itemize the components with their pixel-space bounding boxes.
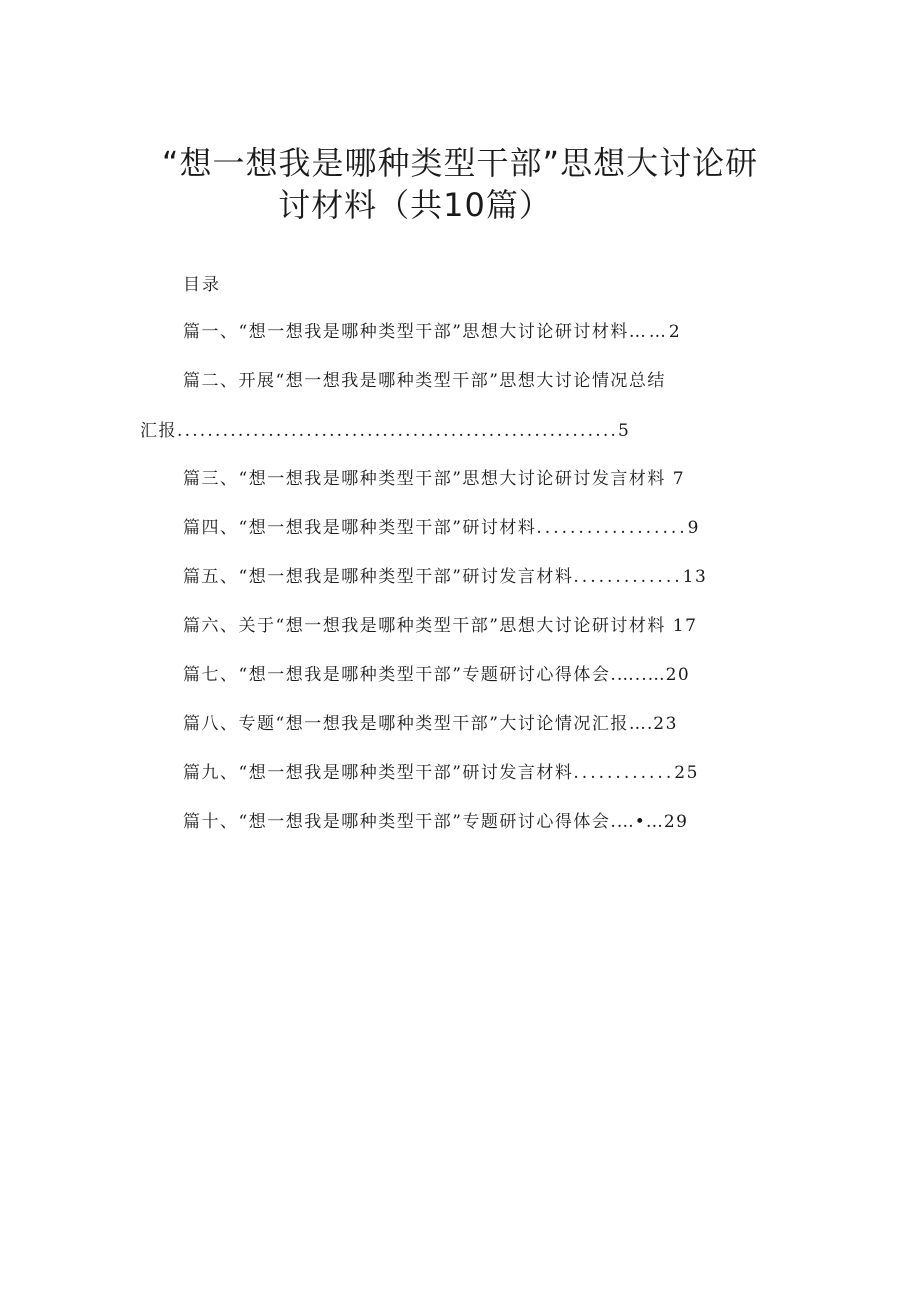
- toc-entry-9[interactable]: [183, 761, 699, 785]
- toc-entry-2[interactable]: [183, 369, 666, 393]
- toc-entry-label: 篇一、“想一想我是哪种类型干部”思想大讨论研讨材料: [183, 322, 629, 342]
- toc-entry-leader: .…..…: [610, 665, 666, 685]
- toc-entry-label: 篇二、开展“想一想我是哪种类型干部”思想大讨论情况总结: [183, 371, 666, 391]
- toc-entry-page: 25: [674, 763, 699, 783]
- toc-entry-page: 2: [668, 322, 682, 342]
- toc-entry-leader: ……: [628, 322, 669, 342]
- toc-entry-6[interactable]: [183, 614, 697, 638]
- toc-entry-page: 9: [687, 518, 700, 538]
- document-title-line-2: 讨材料（共10篇）: [278, 186, 552, 224]
- toc-entry-label: 篇七、“想一想我是哪种类型干部”专题研讨心得体会: [183, 665, 611, 685]
- toc-entry-leader: ..........................................................: [177, 421, 619, 441]
- toc-entry-label: 汇报: [140, 421, 177, 441]
- toc-entry-7[interactable]: [183, 663, 690, 687]
- toc-entry-page: 20: [665, 665, 691, 685]
- toc-entry-page: 23: [653, 714, 678, 734]
- toc-entry-3[interactable]: [183, 467, 685, 491]
- toc-entry-page: 29: [663, 812, 689, 832]
- document-title-line-1: “想一想我是哪种类型干部”思想大讨论研: [161, 144, 759, 182]
- toc-entry-5[interactable]: [183, 565, 707, 589]
- toc-heading: 目录: [183, 275, 221, 295]
- toc-entry-page: 17: [672, 616, 698, 636]
- toc-entry-label: 篇六、关于“想一想我是哪种类型干部”思想大讨论研讨材料: [183, 616, 666, 636]
- toc-entry-8[interactable]: [183, 712, 678, 736]
- toc-entry-4[interactable]: [183, 516, 700, 540]
- toc-entry-label: 篇四、“想一想我是哪种类型干部”研讨材料: [183, 518, 537, 538]
- toc-entry-leader: ............: [573, 763, 675, 783]
- toc-entry-2-continued[interactable]: [140, 419, 780, 443]
- toc-entry-page: 13: [682, 567, 708, 587]
- toc-entry-leader: ..................: [536, 518, 688, 538]
- toc-entry-label: 篇九、“想一想我是哪种类型干部”研讨发言材料: [183, 763, 574, 783]
- toc-entry-leader: .............: [573, 567, 683, 587]
- toc-entry-label: 篇三、“想一想我是哪种类型干部”思想大讨论研讨发言材料: [183, 469, 666, 489]
- toc-entry-leader: .…•…: [610, 812, 664, 832]
- toc-entry-label: 篇十、“想一想我是哪种类型干部”专题研讨心得体会: [183, 812, 611, 832]
- toc-entry-page: 5: [618, 421, 631, 441]
- toc-entry-leader: ….: [628, 714, 654, 734]
- toc-entry-label: 篇八、专题“想一想我是哪种类型干部”大讨论情况汇报: [183, 714, 629, 734]
- toc-entry-page: 7: [672, 469, 686, 489]
- toc-entry-10[interactable]: [183, 810, 688, 834]
- toc-entry-label: 篇五、“想一想我是哪种类型干部”研讨发言材料: [183, 567, 574, 587]
- toc-entry-1[interactable]: [183, 320, 681, 344]
